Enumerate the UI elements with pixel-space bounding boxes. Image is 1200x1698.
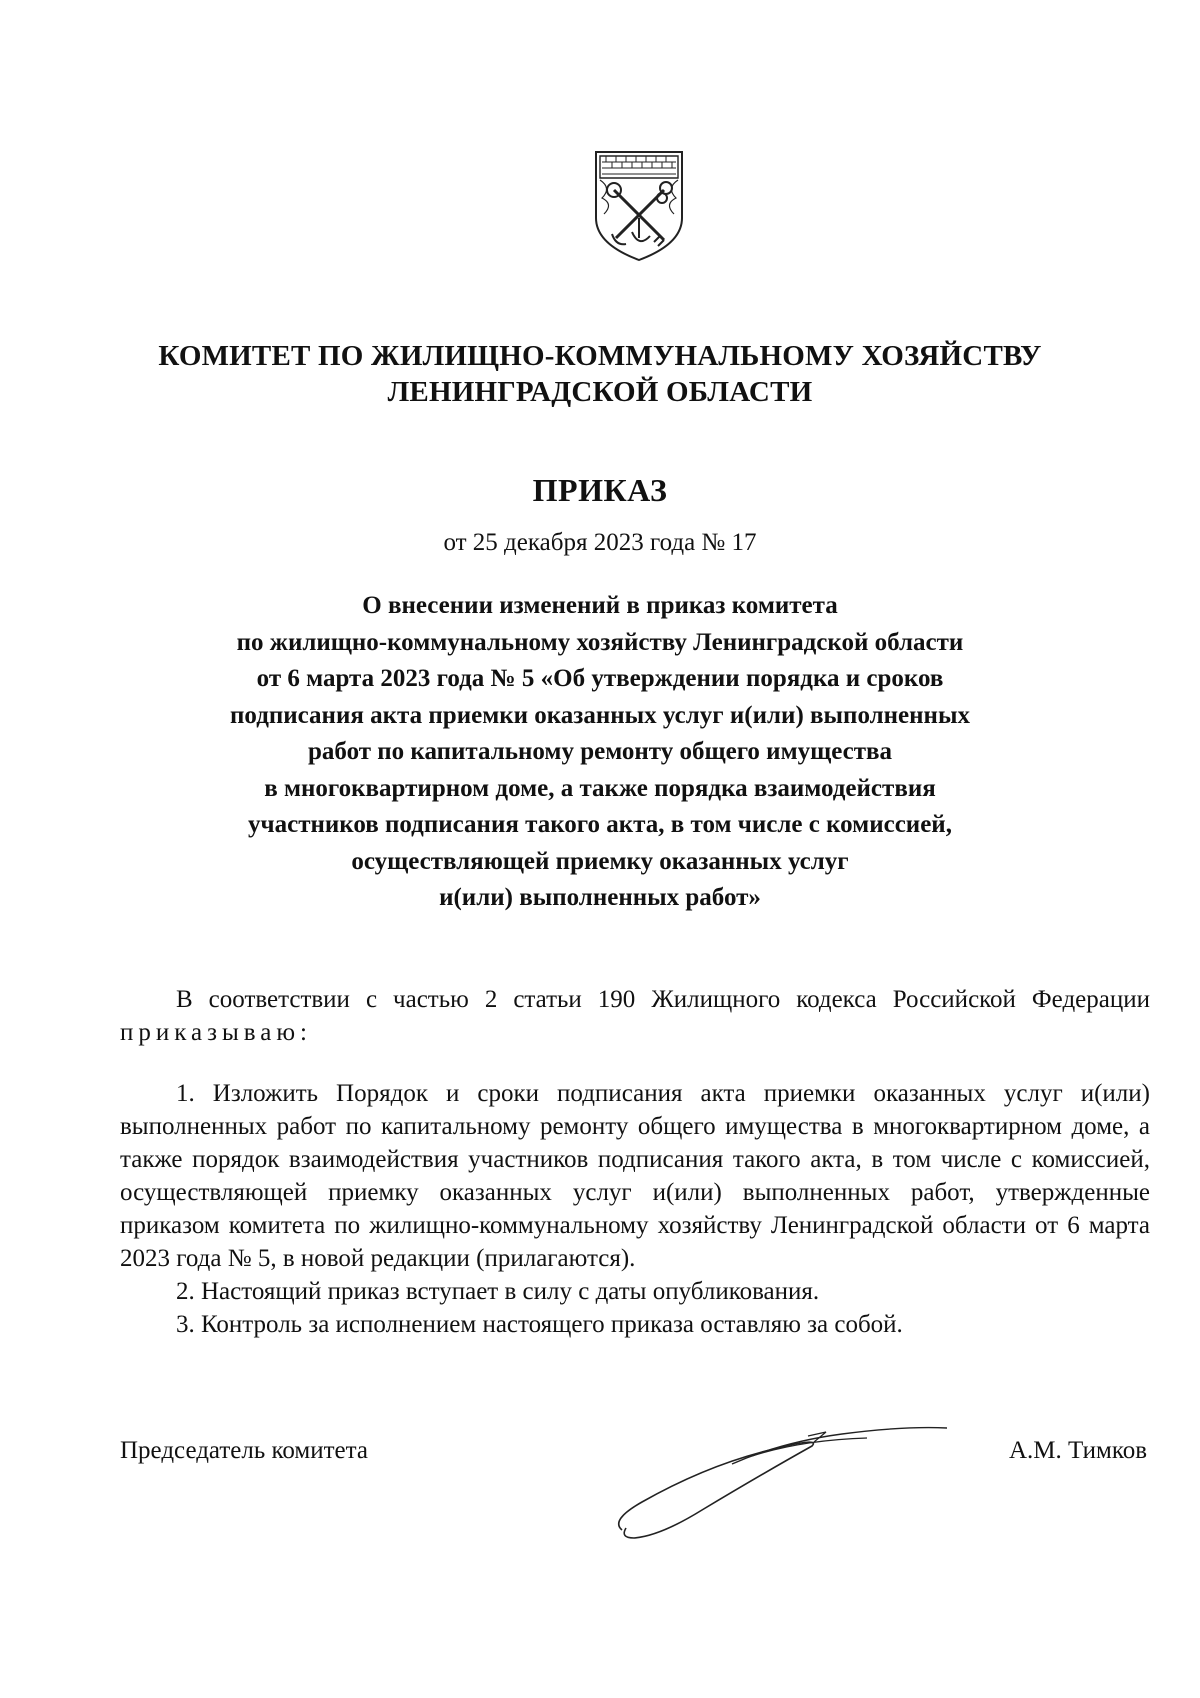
subject-line: О внесении изменений в приказ комитета — [362, 592, 838, 619]
subject-line: от 6 марта 2023 года № 5 «Об утверждении порядка и сроков — [256, 665, 944, 692]
order-item: 2. Настоящий приказ вступает в силу с даты опубликования. — [176, 1278, 820, 1305]
subject-line: осуществляющей приемку оказанных услуг — [351, 847, 849, 875]
order-items — [120, 1077, 1150, 1341]
order-subject — [0, 588, 1200, 917]
subject-line: и(или) выполненных работ» — [439, 884, 761, 911]
order-item: 3. Контроль за исполнением настоящего приказа оставляю за собой. — [176, 1311, 903, 1338]
subject-line: в многоквартирном доме, а также порядка взаимодействия — [264, 774, 936, 802]
order-verb: приказываю: — [120, 1019, 312, 1046]
handwritten-signature — [612, 1412, 952, 1547]
organization-line-2: ЛЕНИНГРАДСКОЙ ОБЛАСТИ — [387, 376, 813, 408]
order-date-number: от 25 декабря 2023 года № 17 — [443, 529, 757, 556]
coat-of-arms-icon — [592, 148, 686, 264]
preamble-text: В соответствии с частью 2 статьи 190 Жилищного кодекса Российской Федерации — [176, 986, 1150, 1013]
subject-line: участников подписания такого акта, в том числе с комиссией, — [248, 811, 952, 838]
subject-line: подписания акта приемки оказанных услуг и(или) выполненных — [230, 701, 970, 729]
organization-line-1: КОМИТЕТ ПО ЖИЛИЩНО-КОММУНАЛЬНОМУ ХОЗЯЙСТВУ — [158, 340, 1042, 372]
preamble-paragraph — [120, 983, 1150, 1049]
order-item: 1. Изложить Порядок и сроки подписания акта приемки оказанных услуг и(или) выполненных работ по капитальному ремонту общего имущества в многоквартирном доме, а также порядок взаимодействия участников подписания такого акта, в том числе с комиссией, осуществляющей приемку оказанных услуг и(или) выполненных работ, утвержденные приказом комитета по жилищно-коммунальному хозяйству Ленинградской области от 6 марта 2023 года № 5, в новой редакции (прилагаются). — [120, 1080, 1150, 1272]
signatory-name: А.М. Тимков — [1008, 1437, 1147, 1464]
signatory-position: Председатель комитета — [120, 1437, 368, 1464]
document-title: ПРИКАЗ — [532, 472, 668, 508]
organization-name — [0, 338, 1200, 410]
subject-line: по жилищно-коммунальному хозяйству Ленинградской области — [236, 628, 964, 656]
subject-line: работ по капитальному ремонту общего имущества — [308, 738, 892, 765]
